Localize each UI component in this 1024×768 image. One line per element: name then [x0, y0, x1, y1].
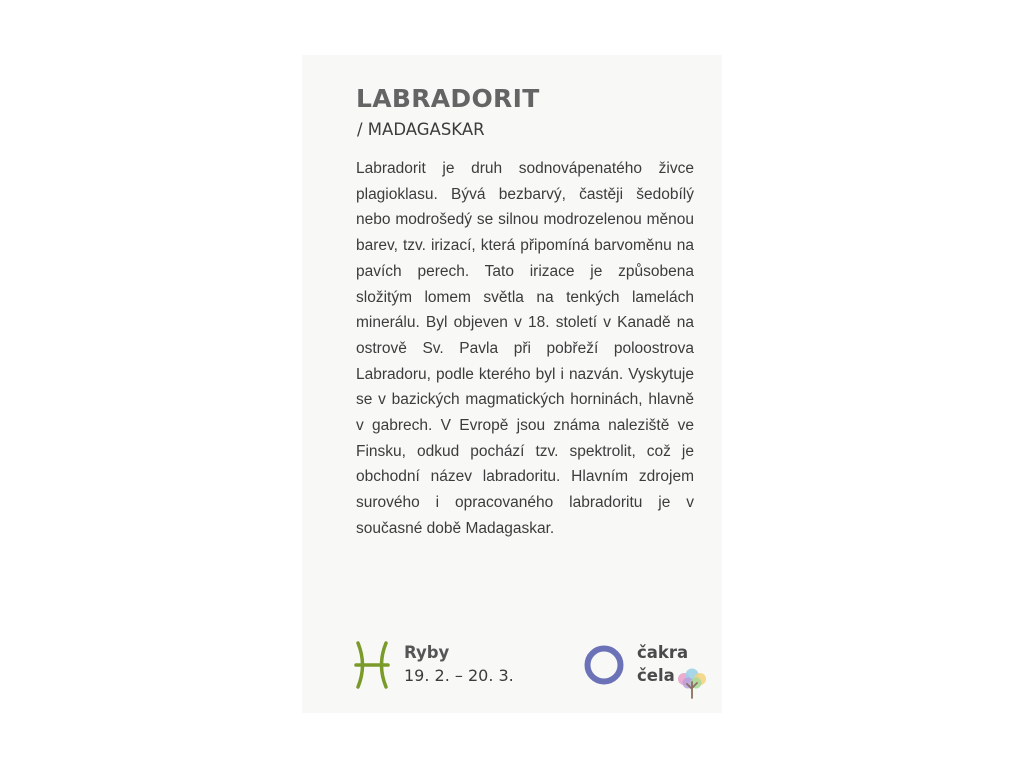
- chakra-name: čela: [637, 666, 675, 685]
- stone-origin: / MADAGASKAR: [357, 120, 485, 139]
- zodiac-sign-name: Ryby: [404, 643, 450, 662]
- stone-title: LABRADORIT: [356, 84, 540, 113]
- ring-icon: [583, 644, 625, 686]
- stone-description: Labradorit je druh sodnovápenatého živce plagioklasu. Bývá bezbarvý, častěji šedobílý nebo modrošedý se silnou modrozelenou měnou barev, tzv. irizací, která připomíná barvoměnu na pavích perech. Tato irizace je způsobena složitým lomem světla na tenkých lamelách minerálu. Byl objeven v 18. století v Kanadě na ostrově Sv. Pavla při pobřeží poloostrova Labradoru, podle kterého byl i nazván. Vyskytuje se v bazických magmatických horninách, hlavně v gabrech. V Evropě jsou známa naleziště ve Finsku, odkud pochází tzv. spektrolit, což je obchodní název labradoritu. Hlavním zdrojem surového i opracovaného labradoritu je v současné době Madagaskar.: [356, 160, 694, 537]
- zodiac-dates: 19. 2. – 20. 3.: [404, 666, 514, 685]
- chakra-label: čakra: [637, 643, 689, 662]
- tree-logo: [674, 668, 710, 700]
- pisces-icon: [352, 640, 392, 690]
